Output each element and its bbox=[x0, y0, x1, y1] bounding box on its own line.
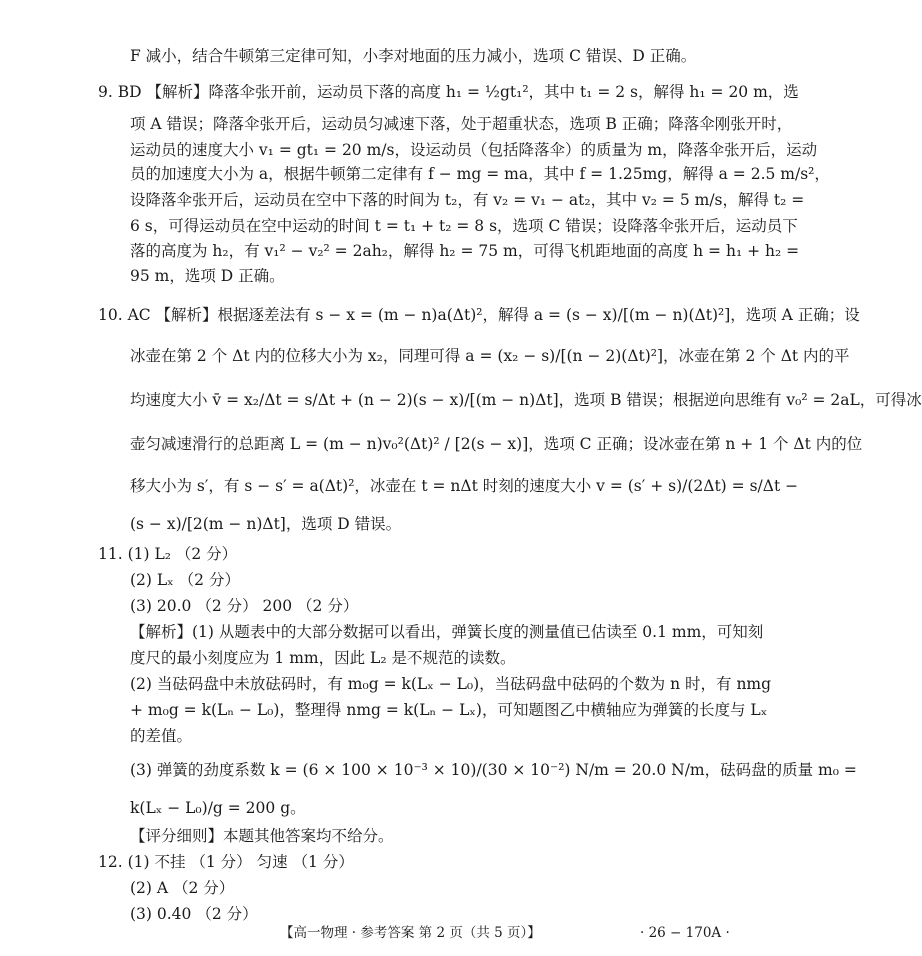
text-line: (3) 0.40 （2 分） bbox=[130, 905, 258, 923]
text-line: 95 m，选项 D 正确。 bbox=[130, 267, 285, 285]
text-line: (s − x)/[2(m − n)Δt]，选项 D 错误。 bbox=[130, 515, 402, 533]
text-line: 冰壶在第 2 个 Δt 内的位移大小为 x₂，同理可得 a = (x₂ − s)/[(n − 2)(Δt)²]，冰壶在第 2 个 Δt 内的平 bbox=[130, 347, 850, 365]
text-line: 壶匀减速滑行的总距离 L = (m − n)v₀²(Δt)² / [2(s − x)]，选项 C 正确；设冰壶在第 n + 1 个 Δt 内的位 bbox=[130, 435, 863, 453]
text-line: 9. BD 【解析】降落伞张开前，运动员下落的高度 h₁ = ½gt₁²，其中 t₁ = 2 s，解得 h₁ = 20 m，选 bbox=[98, 83, 799, 101]
page-footer bbox=[0, 922, 800, 944]
text-line: 员的加速度大小为 a，根据牛顿第二定律有 f − mg = ma，其中 f = 1.25mg，解得 a = 2.5 m/s²， bbox=[130, 165, 830, 183]
text-line: 度尺的最小刻度应为 1 mm，因此 L₂ 是不规范的读数。 bbox=[130, 649, 516, 667]
text-line: (3) 20.0 （2 分） 200 （2 分） bbox=[130, 597, 359, 615]
text-line: (2) A （2 分） bbox=[130, 879, 235, 897]
text-line: (3) 弹簧的劲度系数 k = (6 × 100 × 10⁻³ × 10)/(30 × 10⁻²) N/m = 20.0 N/m，砝码盘的质量 m₀ = bbox=[130, 761, 857, 779]
text-line: 11. (1) L₂ （2 分） bbox=[98, 545, 238, 563]
text-line: 【解析】(1) 从题表中的大部分数据可以看出，弹簧长度的测量值已估读至 0.1 mm，可知刻 bbox=[130, 623, 764, 641]
text-line: 项 A 错误；降落伞张开后，运动员匀减速下落，处于超重状态，选项 B 正确；降落伞刚张开时， bbox=[130, 115, 793, 133]
text-line: 移大小为 s′，有 s − s′ = a(Δt)²，冰壶在 t = nΔt 时刻的速度大小 v = (s′ + s)/(2Δt) = s/Δt − bbox=[130, 477, 799, 495]
footer-code: · 26 − 170A · bbox=[640, 925, 730, 941]
text-line: 均速度大小 v̄ = x₂/Δt = s/Δt + (n − 2)(s − x)/[(m − n)Δt]，选项 B 错误；根据逆向思维有 v₀² = 2aL，可得冰 bbox=[130, 391, 922, 409]
text-line: (2) Lₓ （2 分） bbox=[130, 571, 240, 589]
text-line: 12. (1) 不挂 （1 分） 匀速 （1 分） bbox=[98, 853, 354, 871]
text-line: 的差值。 bbox=[130, 727, 193, 745]
text-line: F 减小，结合牛顿第三定律可知，小李对地面的压力减小，选项 C 错误、D 正确。 bbox=[130, 47, 697, 65]
text-line: 10. AC 【解析】根据逐差法有 s − x = (m − n)a(Δt)²，解得 a = (s − x)/[(m − n)(Δt)²]，选项 A 正确；设 bbox=[98, 306, 860, 324]
text-line: (2) 当砝码盘中未放砝码时，有 m₀g = k(Lₓ − L₀)，当砝码盘中砝码的个数为 n 时，有 nmg bbox=[130, 675, 772, 693]
text-line: 6 s，可得运动员在空中运动的时间 t = t₁ + t₂ = 8 s，选项 C 错误；设降落伞张开后，运动员下 bbox=[130, 217, 798, 235]
text-line: + m₀g = k(Lₙ − L₀)，整理得 nmg = k(Lₙ − Lₓ)，可知题图乙中横轴应为弹簧的长度与 Lₓ bbox=[130, 701, 768, 719]
text-line: k(Lₓ − L₀)/g = 200 g。 bbox=[130, 799, 306, 817]
text-line: 落的高度为 h₂，有 v₁² − v₂² = 2ah₂，解得 h₂ = 75 m，可得飞机距地面的高度 h = h₁ + h₂ = bbox=[130, 242, 800, 260]
text-line: 运动员的速度大小 v₁ = gt₁ = 20 m/s，设运动员（包括降落伞）的质量为 m，降落伞张开后，运动 bbox=[130, 141, 818, 159]
footer-title: 【高一物理 · 参考答案 第 2 页（共 5 页）】 bbox=[280, 925, 541, 941]
text-line: 设降落伞张开后，运动员在空中下落的时间为 t₂，有 v₂ = v₁ − at₂，其中 v₂ = 5 m/s，解得 t₂ = bbox=[130, 191, 805, 209]
text-line: 【评分细则】本题其他答案均不给分。 bbox=[130, 827, 394, 845]
